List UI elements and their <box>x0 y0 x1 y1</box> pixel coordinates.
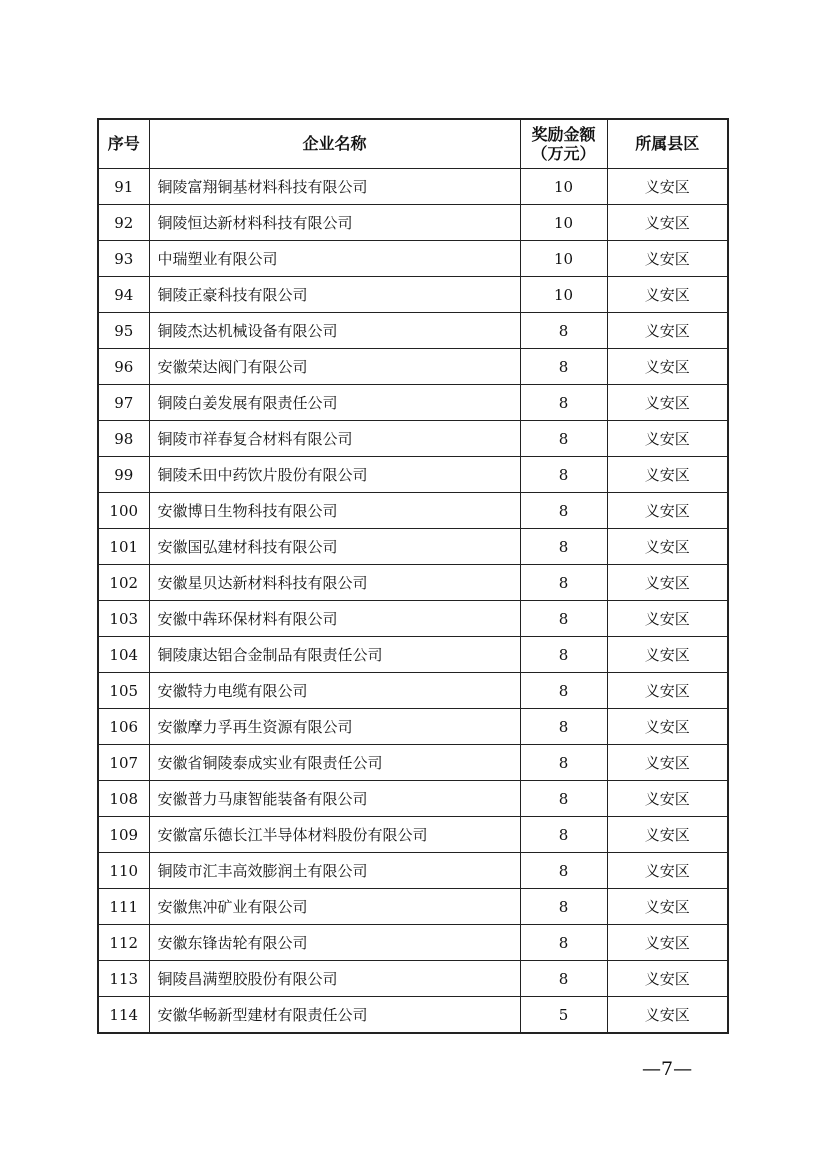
cell-index: 97 <box>98 385 149 421</box>
cell-district: 义安区 <box>607 637 728 673</box>
cell-company-name: 中瑞塑业有限公司 <box>149 241 520 277</box>
cell-amount: 8 <box>520 493 607 529</box>
cell-index: 94 <box>98 277 149 313</box>
cell-district: 义安区 <box>607 493 728 529</box>
cell-district: 义安区 <box>607 421 728 457</box>
table-row <box>98 277 728 313</box>
cell-amount: 10 <box>520 205 607 241</box>
cell-amount: 8 <box>520 889 607 925</box>
table-row <box>98 637 728 673</box>
cell-index: 105 <box>98 673 149 709</box>
cell-amount: 8 <box>520 673 607 709</box>
table-row <box>98 313 728 349</box>
cell-index: 110 <box>98 853 149 889</box>
header-district: 所属县区 <box>607 119 728 169</box>
cell-index: 95 <box>98 313 149 349</box>
cell-index: 104 <box>98 637 149 673</box>
cell-amount: 8 <box>520 781 607 817</box>
cell-company-name: 铜陵杰达机械设备有限公司 <box>149 313 520 349</box>
cell-amount: 8 <box>520 313 607 349</box>
cell-district: 义安区 <box>607 601 728 637</box>
cell-company-name: 安徽星贝达新材料科技有限公司 <box>149 565 520 601</box>
table-row <box>98 745 728 781</box>
cell-district: 义安区 <box>607 565 728 601</box>
table-row <box>98 997 728 1034</box>
table-row <box>98 493 728 529</box>
cell-amount: 8 <box>520 421 607 457</box>
cell-index: 102 <box>98 565 149 601</box>
cell-amount: 10 <box>520 169 607 205</box>
cell-amount: 5 <box>520 997 607 1034</box>
cell-district: 义安区 <box>607 997 728 1034</box>
cell-amount: 8 <box>520 349 607 385</box>
cell-company-name: 安徽省铜陵泰成实业有限责任公司 <box>149 745 520 781</box>
cell-district: 义安区 <box>607 205 728 241</box>
award-table <box>97 118 729 1034</box>
table-header-row <box>98 119 728 169</box>
cell-company-name: 铜陵恒达新材料科技有限公司 <box>149 205 520 241</box>
cell-company-name: 铜陵市祥春复合材料有限公司 <box>149 421 520 457</box>
cell-index: 113 <box>98 961 149 997</box>
table-row <box>98 673 728 709</box>
cell-amount: 8 <box>520 817 607 853</box>
cell-company-name: 安徽富乐德长江半导体材料股份有限公司 <box>149 817 520 853</box>
table-row <box>98 421 728 457</box>
cell-amount: 10 <box>520 277 607 313</box>
cell-amount: 8 <box>520 745 607 781</box>
cell-amount: 8 <box>520 565 607 601</box>
cell-district: 义安区 <box>607 961 728 997</box>
cell-company-name: 铜陵正豪科技有限公司 <box>149 277 520 313</box>
cell-index: 99 <box>98 457 149 493</box>
cell-index: 111 <box>98 889 149 925</box>
cell-amount: 8 <box>520 709 607 745</box>
cell-index: 96 <box>98 349 149 385</box>
cell-index: 108 <box>98 781 149 817</box>
table-row <box>98 601 728 637</box>
cell-district: 义安区 <box>607 709 728 745</box>
cell-index: 109 <box>98 817 149 853</box>
cell-district: 义安区 <box>607 313 728 349</box>
cell-company-name: 铜陵市汇丰高效膨润土有限公司 <box>149 853 520 889</box>
header-amount-line1: 奖励金额 <box>531 124 596 144</box>
table-row <box>98 241 728 277</box>
header-amount <box>520 119 607 169</box>
cell-index: 100 <box>98 493 149 529</box>
cell-amount: 8 <box>520 601 607 637</box>
table-row <box>98 457 728 493</box>
table-row <box>98 349 728 385</box>
cell-company-name: 铜陵康达铝合金制品有限责任公司 <box>149 637 520 673</box>
table-row <box>98 169 728 205</box>
cell-amount: 8 <box>520 925 607 961</box>
cell-district: 义安区 <box>607 277 728 313</box>
cell-company-name: 铜陵昌满塑胶股份有限公司 <box>149 961 520 997</box>
cell-company-name: 安徽普力马康智能装备有限公司 <box>149 781 520 817</box>
cell-district: 义安区 <box>607 169 728 205</box>
cell-company-name: 安徽华畅新型建材有限责任公司 <box>149 997 520 1034</box>
table-row <box>98 565 728 601</box>
cell-company-name: 铜陵富翔铜基材料科技有限公司 <box>149 169 520 205</box>
table-row <box>98 817 728 853</box>
cell-index: 92 <box>98 205 149 241</box>
table-row <box>98 961 728 997</box>
table-row <box>98 529 728 565</box>
cell-index: 98 <box>98 421 149 457</box>
cell-amount: 8 <box>520 529 607 565</box>
cell-company-name: 安徽中犇环保材料有限公司 <box>149 601 520 637</box>
cell-amount: 8 <box>520 385 607 421</box>
cell-district: 义安区 <box>607 925 728 961</box>
cell-district: 义安区 <box>607 385 728 421</box>
cell-district: 义安区 <box>607 241 728 277</box>
cell-company-name: 安徽焦冲矿业有限公司 <box>149 889 520 925</box>
cell-company-name: 安徽摩力孚再生资源有限公司 <box>149 709 520 745</box>
cell-district: 义安区 <box>607 673 728 709</box>
header-amount-line2: （万元） <box>531 144 596 163</box>
table-row <box>98 925 728 961</box>
cell-company-name: 铜陵白姜发展有限责任公司 <box>149 385 520 421</box>
header-company-name: 企业名称 <box>149 119 520 169</box>
cell-district: 义安区 <box>607 853 728 889</box>
cell-district: 义安区 <box>607 529 728 565</box>
table-row <box>98 889 728 925</box>
cell-company-name: 安徽博日生物科技有限公司 <box>149 493 520 529</box>
table-row <box>98 205 728 241</box>
cell-index: 112 <box>98 925 149 961</box>
cell-company-name: 安徽国弘建材科技有限公司 <box>149 529 520 565</box>
cell-amount: 8 <box>520 961 607 997</box>
cell-amount: 8 <box>520 637 607 673</box>
cell-district: 义安区 <box>607 781 728 817</box>
table-row <box>98 853 728 889</box>
cell-index: 106 <box>98 709 149 745</box>
table-row <box>98 781 728 817</box>
cell-company-name: 安徽特力电缆有限公司 <box>149 673 520 709</box>
cell-index: 93 <box>98 241 149 277</box>
cell-amount: 8 <box>520 457 607 493</box>
cell-index: 101 <box>98 529 149 565</box>
page-number: —7— <box>642 1058 693 1080</box>
cell-index: 107 <box>98 745 149 781</box>
cell-amount: 8 <box>520 853 607 889</box>
cell-district: 义安区 <box>607 889 728 925</box>
cell-amount: 10 <box>520 241 607 277</box>
cell-company-name: 安徽荣达阀门有限公司 <box>149 349 520 385</box>
cell-district: 义安区 <box>607 817 728 853</box>
table-row <box>98 385 728 421</box>
cell-company-name: 铜陵禾田中药饮片股份有限公司 <box>149 457 520 493</box>
cell-district: 义安区 <box>607 457 728 493</box>
cell-company-name: 安徽东锋齿轮有限公司 <box>149 925 520 961</box>
header-index: 序号 <box>98 119 149 169</box>
table-body <box>98 169 728 1034</box>
cell-district: 义安区 <box>607 745 728 781</box>
cell-district: 义安区 <box>607 349 728 385</box>
table-row <box>98 709 728 745</box>
cell-index: 103 <box>98 601 149 637</box>
cell-index: 91 <box>98 169 149 205</box>
cell-index: 114 <box>98 997 149 1034</box>
